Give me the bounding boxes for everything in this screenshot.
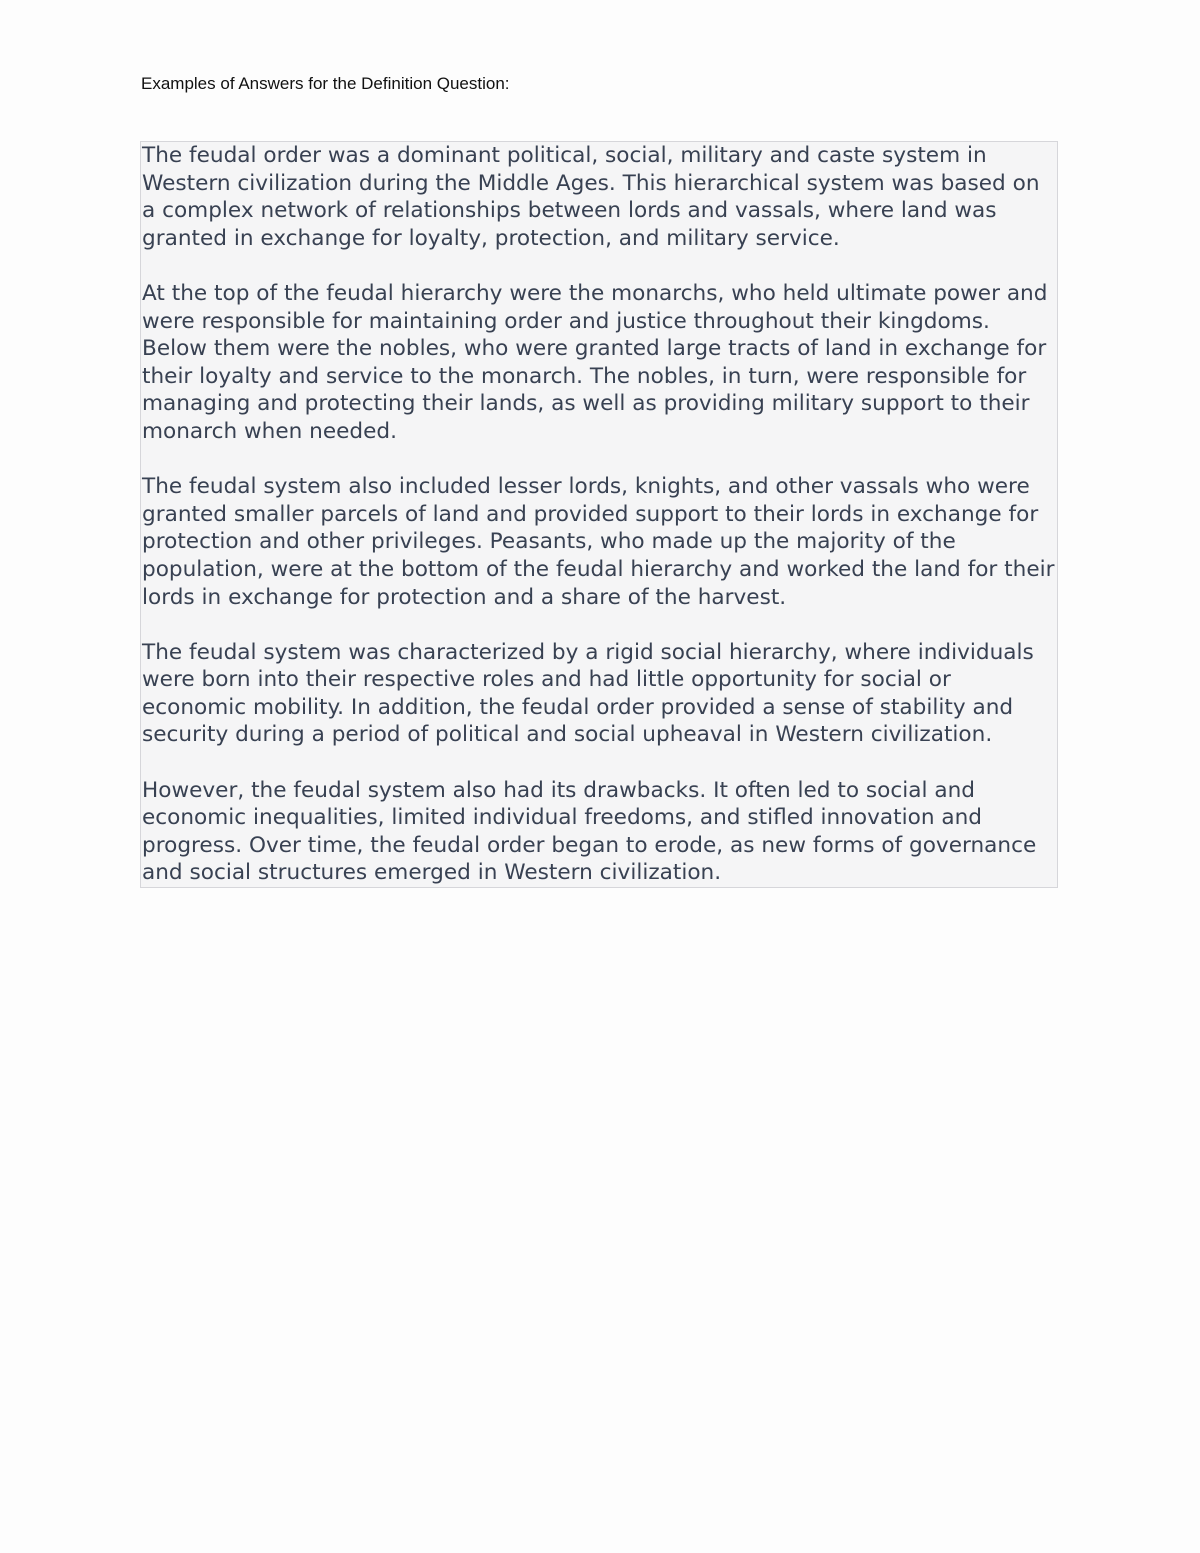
paragraph-4: The feudal system was characterized by a rigid social hierarchy, where individuals were born into their respective roles and had little opportunity for social or economic mobility. In addition, the feudal order provided a sense of stability and security during a period of political and social upheaval in Western civilization. [142, 639, 1034, 748]
paragraph-2: At the top of the feudal hierarchy were the monarchs, who held ultimate power and were responsible for maintaining order and justice throughout their kingdoms. Below them were the nobles, who were granted large tracts of land in exchange for their loyalty and service to the monarch. The nobles, in turn, were responsible for managing and protecting their lands, as well as providing military support to their monarch when needed. [142, 280, 1048, 444]
paragraph-3: The feudal system also included lesser lords, knights, and other vassals who were granted smaller parcels of land and provided support to their lords in exchange for protection and other privileges. Peasants, who made up the majority of the population, were at the bottom of the feudal hierarchy and worked the land for their lords in exchange for protection and a share of the harvest. [142, 474, 1055, 610]
page-heading: Examples of Answers for the Definition Question: [141, 74, 510, 93]
paragraph-5: However, the feudal system also had its drawbacks. It often led to social and economic inequalities, limited individual freedoms, and stifled innovation and progress. Over time, the feudal order began to erode, as new forms of governance and social structures emerged in Western civilization. [142, 777, 1037, 886]
answer-box [140, 141, 1058, 888]
paragraph-1: The feudal order was a dominant political, social, military and caste system in Western civilization during the Middle Ages. This hierarchical system was based on a complex network of relationships between lords and vassals, where land was granted in exchange for loyalty, protection, and military service. [142, 143, 1040, 251]
